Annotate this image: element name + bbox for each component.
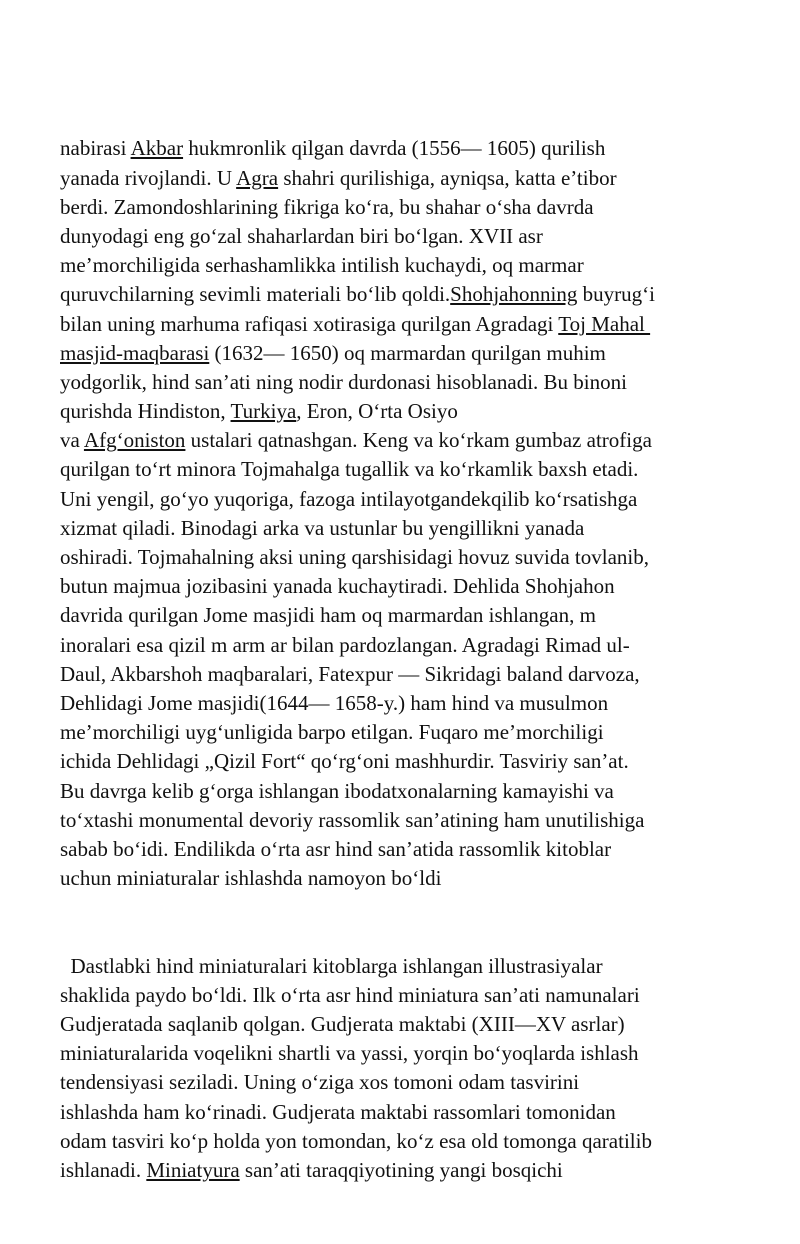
text-line — [60, 601, 760, 630]
text-segment: hukmronlik qilgan davrda (1556— 1605) qurilish — [183, 136, 606, 161]
text-segment: uchun miniaturalar ishlashda namoyon bo‘ldi — [60, 866, 442, 891]
text-line — [60, 222, 760, 251]
text-segment: berdi. Zamondoshlarining fikriga ko‘ra, bu shahar o‘sha davrda — [60, 194, 594, 219]
text-line — [60, 339, 760, 368]
text-line — [60, 310, 760, 339]
text-segment: shahri qurilishiga, ayniqsa, katta e’tibor — [278, 165, 617, 190]
text-line — [60, 631, 760, 660]
text-segment: ichida Dehlidagi „Qizil Fort“ qo‘rg‘oni mashhurdir. Tasviriy san’at. — [60, 749, 629, 774]
text-segment: miniaturalarida voqelikni shartli va yassi, yorqin bo‘yoqlarda ishlash — [60, 1041, 639, 1066]
text-segment: san’ati taraqqiyotining yangi bosqichi — [239, 1158, 563, 1182]
text-line — [60, 485, 760, 514]
text-segment: Dastlabki hind miniaturalari kitoblarga ishlangan illustrasiyalar — [60, 953, 603, 978]
text-segment: shaklida paydo bo‘ldi. Ilk o‘rta asr hind miniatura san’ati namunalari — [60, 982, 640, 1007]
text-segment: ishlanadi. — [60, 1158, 147, 1182]
text-segment: inoralari esa qizil m arm ar bilan pardozlangan. Agradagi Rimad ul- — [60, 632, 630, 657]
text-segment: me’morchiligida serhashamlikka intilish kuchaydi, oq marmar — [60, 253, 584, 278]
text-segment: Gudjeratada saqlanib qolgan. Gudjerata maktabi (XIII—XV asrlar) — [60, 1012, 625, 1037]
text-segment: dunyodagi eng go‘zal shaharlardan biri bo‘lgan. XVII asr — [60, 223, 543, 248]
text-line — [60, 193, 760, 222]
text-segment: Uni yengil, go‘yo yuqoriga, fazoga intilayotgandekqilib ko‘rsatishga — [60, 486, 638, 511]
paragraph-1 — [60, 134, 760, 893]
text-line — [60, 1039, 760, 1068]
text-segment: me’morchiligi uyg‘unligida barpo etilgan. Fuqaro me’morchiligi — [60, 720, 604, 745]
text-line — [60, 426, 760, 455]
text-segment: Daul, Akbarshoh maqbaralari, Fatexpur — Sikridagi baland darvoza, — [60, 661, 640, 686]
text-line — [60, 368, 760, 397]
text-segment: qurishda Hindiston, — [60, 399, 231, 424]
text-segment: Bu davrga kelib g‘orga ishlangan ibodatxonalarning kamayishi va — [60, 778, 614, 803]
text-line — [60, 1010, 760, 1039]
link-masjid-maqbarasi[interactable]: masjid-maqbarasi — [60, 340, 210, 365]
text-line — [60, 251, 760, 280]
text-line — [60, 397, 760, 426]
text-segment: , Eron, O‘rta Osiyo — [296, 399, 458, 424]
text-line — [60, 1098, 760, 1127]
text-line — [60, 1068, 760, 1097]
text-segment: quruvchilarning sevimli materiali bo‘lib qoldi. — [60, 282, 451, 307]
text-segment: to‘xtashi monumental devoriy rassomlik san’atining ham unutilishiga — [60, 807, 645, 832]
text-segment: (1632— 1650) oq marmardan qurilgan muhim — [209, 340, 606, 365]
text-segment: davrida qurilgan Jome masjidi ham oq marmardan ishlangan, m — [60, 603, 596, 628]
text-segment: oshiradi. Tojmahalning aksi uning qarshisidagi hovuz suvida tovlanib, — [60, 545, 649, 570]
text-segment: yodgorlik, hind san’ati ning nodir durdonasi hisoblanadi. Bu binoni — [60, 369, 627, 394]
link-agra[interactable]: Agra — [236, 165, 279, 190]
text-segment: qurilgan to‘rt minora Tojmahalga tugallik va ko‘rkamlik baxsh etadi. — [60, 457, 639, 482]
link-afg-oniston[interactable]: Afg‘oniston — [83, 428, 186, 453]
link-shohjahonning[interactable]: Shohjahonning — [450, 282, 578, 307]
text-segment: bilan uning marhuma rafiqasi xotirasiga qurilgan Agradagi — [60, 311, 559, 336]
text-segment: butun majmua jozibasini yanada kuchaytiradi. Dehlida Shohjahon — [60, 574, 615, 599]
text-segment: odam tasviri ko‘p holda yon tomondan, ko‘z esa old tomonga qaratilib — [60, 1128, 652, 1153]
link-turkiya[interactable]: Turkiya — [230, 399, 297, 424]
text-segment: buyrug‘i — [577, 282, 655, 307]
text-line — [60, 689, 760, 718]
text-line — [60, 1156, 760, 1185]
text-line — [60, 660, 760, 689]
text-segment: nabirasi — [60, 136, 131, 161]
text-line — [60, 134, 760, 163]
text-line — [60, 455, 760, 484]
text-line — [60, 777, 760, 806]
link-miniatyura[interactable]: Miniatyura — [146, 1158, 240, 1182]
text-line — [60, 1127, 760, 1156]
document-body — [60, 76, 760, 1244]
text-line — [60, 280, 760, 309]
text-line — [60, 747, 760, 776]
text-line — [60, 952, 760, 981]
text-segment: sabab bo‘idi. Endilikda o‘rta asr hind san’atida rassomlik kitoblar — [60, 836, 612, 861]
link-toj-mahal[interactable]: Toj Mahal — [558, 311, 651, 336]
text-line — [60, 981, 760, 1010]
text-line — [60, 572, 760, 601]
text-line — [60, 164, 760, 193]
text-segment: Dehlidagi Jome masjidi(1644— 1658-y.) ham hind va musulmon — [60, 690, 609, 715]
text-segment: ishlashda ham ko‘rinadi. Gudjerata maktabi rassomlari tomonidan — [60, 1099, 616, 1124]
text-segment: ustalari qatnashgan. Keng va ko‘rkam gumbaz atrofiga — [185, 428, 652, 453]
text-line — [60, 864, 760, 893]
text-line — [60, 718, 760, 747]
text-line — [60, 835, 760, 864]
paragraph-2 — [60, 952, 760, 1186]
text-line — [60, 806, 760, 835]
text-segment: xizmat qiladi. Binodagi arka va ustunlar bu yengillikni yanada — [60, 515, 585, 540]
link-akbar[interactable]: Akbar — [130, 136, 184, 161]
text-line — [60, 543, 760, 572]
text-line — [60, 514, 760, 543]
text-segment: yanada rivojlandi. U — [60, 165, 237, 190]
text-segment: tendensiyasi seziladi. Uning o‘ziga xos tomoni odam tasvirini — [60, 1070, 580, 1095]
text-segment: va — [60, 428, 84, 453]
